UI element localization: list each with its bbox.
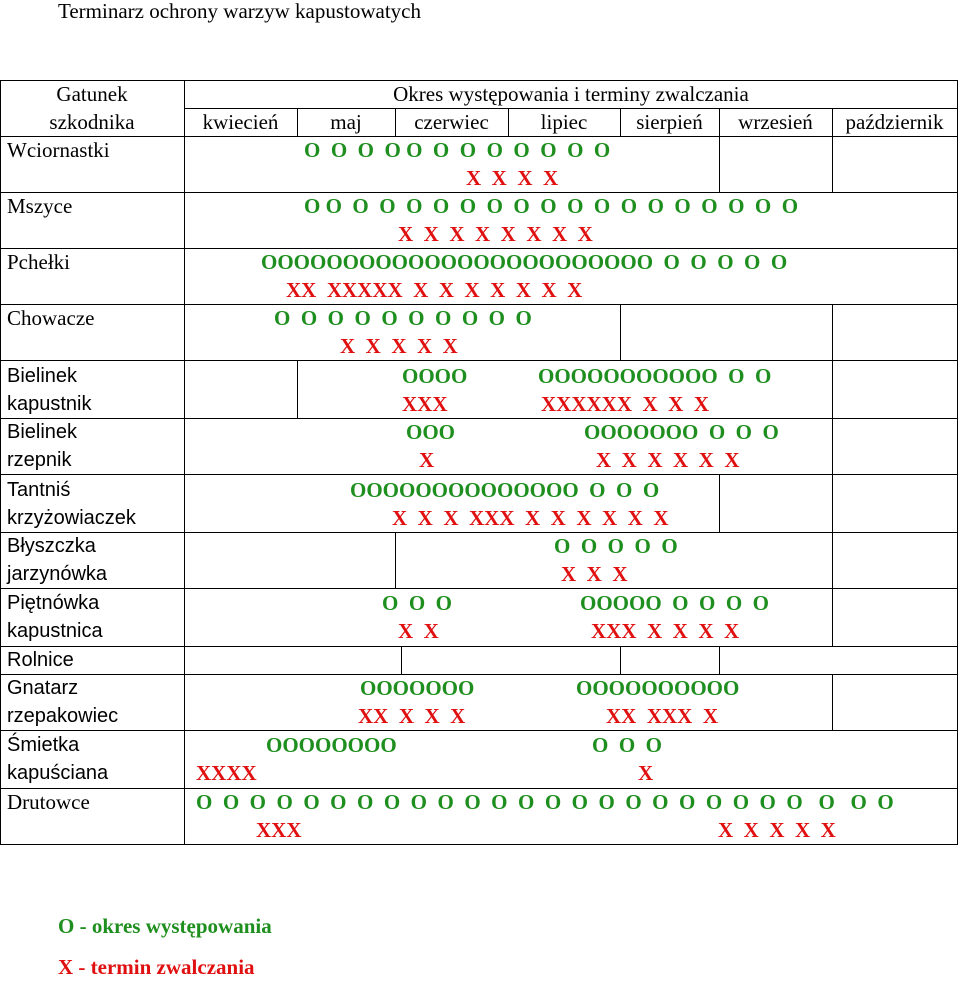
pest-name: Chowacze — [7, 306, 95, 330]
month-october: październik — [845, 110, 944, 134]
control-marks: X — [419, 448, 435, 472]
control-marks: XXXXXX X X X — [541, 392, 709, 416]
occurrence-marks: OOOOOOO O O O — [584, 420, 779, 444]
pest-name-line2: kapustnik — [7, 393, 92, 415]
row-line — [0, 674, 958, 675]
pest-name: Śmietka — [7, 734, 80, 756]
row-line — [0, 418, 958, 419]
row-line — [0, 474, 958, 475]
row-line — [0, 588, 958, 589]
control-marks: X X X X X — [718, 818, 836, 842]
cell-divider — [832, 136, 833, 192]
occurrence-marks: O O O O O O O O O O O O O O O O O O O — [304, 194, 799, 218]
control-marks: XX X X X — [358, 704, 466, 728]
month-august: sierpień — [636, 110, 703, 134]
control-marks: X — [638, 761, 654, 785]
header-species-line1: Gatunek — [56, 82, 128, 106]
cell-divider — [832, 304, 833, 360]
pest-name: Bielinek — [7, 365, 78, 387]
pest-name: Rolnice — [7, 649, 74, 671]
pest-name: Wciornastki — [7, 138, 110, 162]
control-marks: X X X XXX X X X X X X — [392, 506, 669, 530]
occurrence-marks: O O O O O — [554, 534, 678, 558]
table-border-right — [957, 80, 958, 845]
row-line — [0, 646, 958, 647]
occurrence-marks: OOOOOOOO — [266, 733, 397, 757]
cell-divider — [832, 418, 833, 474]
pest-name-line2: krzyżowiaczek — [7, 507, 136, 529]
occurrence-marks: OOO — [406, 420, 456, 444]
control-marks: X X — [398, 619, 439, 643]
cell-divider — [401, 646, 402, 674]
occurrence-marks: OOOO — [402, 364, 468, 388]
occurrence-marks: OOOOOOOOOOOOOO O O O — [350, 478, 660, 502]
legend-control: X - termin zwalczania — [58, 955, 255, 979]
cell-divider — [620, 646, 621, 674]
pest-name-line2: rzepakowiec — [7, 705, 119, 727]
month-may: maj — [330, 110, 362, 134]
control-marks: XXX X X X X — [591, 619, 740, 643]
cell-divider — [395, 532, 396, 588]
pest-name-line2: jarzynówka — [7, 563, 108, 585]
cell-divider — [832, 474, 833, 532]
cell-divider — [620, 304, 621, 360]
month-september: wrzesień — [738, 110, 813, 134]
control-marks: X X X X X X X X — [398, 222, 593, 246]
month-june: czerwiec — [414, 110, 489, 134]
control-marks: XX XXX X — [606, 704, 718, 728]
control-marks: XXX — [256, 818, 302, 842]
pest-name: Piętnówka — [7, 592, 100, 614]
control-marks: X X X X X X — [596, 448, 740, 472]
header-species-line2: szkodnika — [49, 110, 135, 134]
cell-divider — [832, 588, 833, 646]
occurrence-marks: OOOOOOOOOOO O O — [538, 364, 772, 388]
pest-name: Pchełki — [7, 250, 70, 274]
cell-divider — [719, 646, 720, 674]
occurrence-marks: OOOOOOOOOO — [576, 676, 740, 700]
row-line — [0, 532, 958, 533]
control-marks: XX XXXXX X X X X X X X — [286, 278, 583, 302]
pest-name: Gnatarz — [7, 677, 79, 699]
cell-divider — [832, 360, 833, 418]
table-border-left — [0, 80, 1, 845]
pest-name-line2: kapuściana — [7, 762, 109, 784]
occurrence-marks: OOOOOOO — [360, 676, 475, 700]
row-line — [0, 360, 958, 361]
month-july: lipiec — [540, 110, 588, 134]
control-marks: X X X X — [466, 166, 559, 190]
occurrence-marks: O O O O O O O O O O O O O O O O O O O O O O O O O O — [196, 790, 894, 814]
row-line — [0, 730, 958, 731]
occurrence-marks: O O O — [592, 733, 663, 757]
occurrence-marks: OOOOOOOOOOOOOOOOOOOOOOOO O O O O O — [261, 250, 788, 274]
cell-divider — [832, 674, 833, 730]
cell-divider — [719, 474, 720, 532]
table-border-bottom — [0, 844, 958, 845]
pest-name: Błyszczka — [7, 535, 96, 557]
occurrence-marks: O O O O O O O O O O O O — [304, 138, 611, 162]
pest-name: Tantniś — [7, 479, 71, 501]
pest-name: Mszyce — [7, 194, 73, 218]
cell-divider — [297, 360, 298, 418]
month-april: kwiecień — [202, 110, 279, 134]
control-marks: XXXX — [196, 761, 257, 785]
cell-divider — [832, 532, 833, 588]
pest-name-line2: kapustnica — [7, 620, 103, 642]
page-title: Terminarz ochrony warzyw kapustowatych — [58, 0, 421, 23]
occurrence-marks: O O O O O O O O O O — [274, 306, 532, 330]
legend-occurrence: O - okres występowania — [58, 914, 272, 938]
control-marks: X X X X X — [340, 334, 458, 358]
control-marks: X X X — [561, 562, 628, 586]
cell-divider — [719, 136, 720, 192]
pest-name: Bielinek — [7, 421, 78, 443]
pest-name-line2: rzepnik — [7, 449, 72, 471]
name-column-divider — [184, 80, 185, 845]
control-marks: XXX — [402, 392, 448, 416]
occurrence-marks: O O O — [382, 591, 453, 615]
occurrence-marks: OOOOO O O O O — [580, 591, 770, 615]
header-period-title: Okres występowania i terminy zwalczania — [393, 82, 749, 106]
pest-name: Drutowce — [7, 790, 90, 814]
